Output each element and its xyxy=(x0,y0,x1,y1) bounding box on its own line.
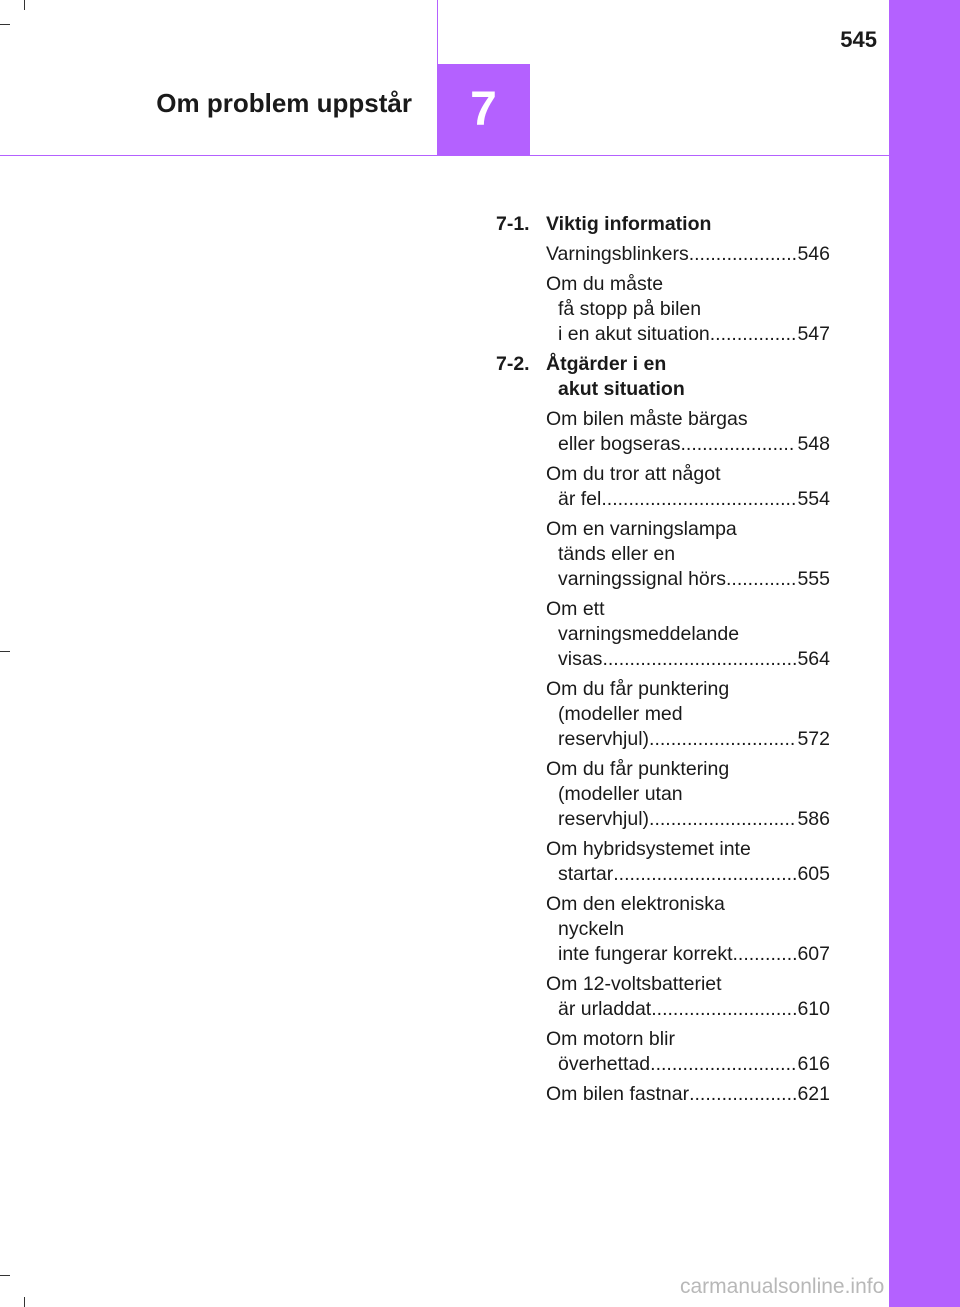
crop-mark xyxy=(0,1275,10,1276)
toc-entry-line xyxy=(546,487,830,512)
dot-leader xyxy=(689,1082,796,1107)
toc-page-number: 607 xyxy=(797,943,830,965)
toc-entry-line xyxy=(546,862,830,887)
toc-entry-text: visas xyxy=(558,648,603,670)
toc-entry-text: är urladdat xyxy=(558,998,652,1020)
toc-entry-line: Om ett xyxy=(546,598,605,620)
dot-leader xyxy=(689,242,797,267)
toc-entry-line: Om hybridsystemet inte xyxy=(546,838,751,860)
chapter-title: Om problem uppstår xyxy=(156,88,412,118)
dot-leader xyxy=(649,727,796,752)
toc-page-number: 547 xyxy=(797,323,830,345)
toc-entry-line xyxy=(546,567,830,592)
dot-leader xyxy=(680,432,796,457)
toc-entry[interactable] xyxy=(546,462,830,512)
header-divider-vertical xyxy=(437,0,438,64)
toc-entry-text: varningssignal hörs xyxy=(558,568,727,590)
dot-leader xyxy=(726,567,796,592)
crop-mark xyxy=(0,651,10,652)
toc-entry-text: i en akut situation xyxy=(558,323,710,345)
crop-mark xyxy=(24,0,25,10)
toc-entry-line: Om den elektroniska xyxy=(546,893,725,915)
section-number: 7-2. xyxy=(496,353,530,375)
toc-entry-line: Om du måste xyxy=(546,273,664,295)
toc-entry-text: eller bogseras xyxy=(558,433,681,455)
toc-entry-line xyxy=(546,647,830,672)
toc-entry[interactable] xyxy=(546,407,830,457)
chapter-number-box: 7 xyxy=(437,64,530,156)
toc-entry-text: reservhjul) xyxy=(558,728,650,750)
section-title-line: akut situation xyxy=(558,378,685,400)
toc-page-number: 586 xyxy=(797,808,830,830)
page-number: 545 xyxy=(840,27,877,52)
toc-page-number: 616 xyxy=(797,1053,830,1075)
toc-page-number: 621 xyxy=(797,1083,830,1105)
toc-entry-line xyxy=(546,727,830,752)
toc-entry[interactable] xyxy=(546,517,830,592)
toc-entry-line: varningsmeddelande xyxy=(558,623,740,645)
toc-entry-line: Om en varningslampa xyxy=(546,518,737,540)
toc-entry-line xyxy=(546,1052,830,1077)
toc-entry-line: nyckeln xyxy=(558,918,625,940)
toc-entry[interactable] xyxy=(546,757,830,832)
toc-entry[interactable] xyxy=(546,242,830,267)
toc-entry-line xyxy=(546,1082,830,1107)
toc-item-list xyxy=(546,242,830,347)
toc-entry-line xyxy=(546,942,830,967)
toc-page-number: 554 xyxy=(797,488,830,510)
toc-entry[interactable] xyxy=(546,272,830,347)
toc-page-number: 605 xyxy=(797,863,830,885)
toc-page-number: 610 xyxy=(797,998,830,1020)
toc-entry[interactable] xyxy=(546,1082,830,1107)
section-title xyxy=(546,352,830,402)
toc-entry-text: Varningsblinkers xyxy=(546,243,689,265)
dot-leader xyxy=(733,942,797,967)
toc-entry-text: reservhjul) xyxy=(558,808,650,830)
crop-mark xyxy=(0,24,10,25)
toc-entry-text: Om bilen fastnar xyxy=(546,1083,690,1105)
toc-entry-line: Om bilen måste bärgas xyxy=(546,408,748,430)
chapter-side-tab xyxy=(889,0,960,1307)
toc-entry-line: (modeller utan xyxy=(558,783,683,805)
watermark: carmanualsonline.info xyxy=(680,1275,885,1298)
dot-leader xyxy=(710,322,797,347)
section-title xyxy=(546,212,830,237)
toc-entry-line xyxy=(546,322,830,347)
dot-leader xyxy=(601,487,796,512)
toc-entry-line xyxy=(546,997,830,1022)
toc-page-number: 572 xyxy=(797,728,830,750)
section-title-line: Åtgärder i en xyxy=(546,353,667,375)
toc-entry[interactable] xyxy=(546,892,830,967)
crop-mark xyxy=(24,1297,25,1307)
dot-leader xyxy=(613,862,796,887)
table-of-contents xyxy=(496,212,830,1112)
toc-entry-line: Om du får punktering xyxy=(546,758,730,780)
toc-entry-line xyxy=(546,432,830,457)
toc-entry-line: Om motorn blir xyxy=(546,1028,675,1050)
toc-entry-line: få stopp på bilen xyxy=(558,298,702,320)
dot-leader xyxy=(649,807,796,832)
toc-entry[interactable] xyxy=(546,677,830,752)
toc-entry[interactable] xyxy=(546,1027,830,1077)
dot-leader xyxy=(602,647,796,672)
toc-entry-text: överhettad xyxy=(558,1053,651,1075)
toc-entry-line: Om du tror att något xyxy=(546,463,721,485)
toc-page-number: 548 xyxy=(797,433,830,455)
toc-entry[interactable] xyxy=(546,597,830,672)
toc-entry[interactable] xyxy=(546,837,830,887)
dot-leader xyxy=(651,997,796,1022)
toc-entry-line: Om du får punktering xyxy=(546,678,730,700)
toc-page-number: 555 xyxy=(797,568,830,590)
toc-section xyxy=(496,212,830,237)
toc-entry-text: inte fungerar korrekt xyxy=(558,943,733,965)
toc-entry-text: startar xyxy=(558,863,614,885)
toc-page-number: 564 xyxy=(797,648,830,670)
toc-entry-text: är fel xyxy=(558,488,602,510)
toc-entry-line xyxy=(546,242,830,267)
section-number: 7-1. xyxy=(496,213,530,235)
toc-entry-line: tänds eller en xyxy=(558,543,676,565)
toc-entry[interactable] xyxy=(546,972,830,1022)
toc-item-list xyxy=(546,407,830,1107)
toc-entry-line: (modeller med xyxy=(558,703,683,725)
toc-entry-line xyxy=(546,807,830,832)
section-title-line: Viktig information xyxy=(546,213,712,235)
toc-entry-line: Om 12-voltsbatteriet xyxy=(546,973,722,995)
toc-page-number: 546 xyxy=(797,243,830,265)
toc-section xyxy=(496,352,830,402)
dot-leader xyxy=(650,1052,796,1077)
